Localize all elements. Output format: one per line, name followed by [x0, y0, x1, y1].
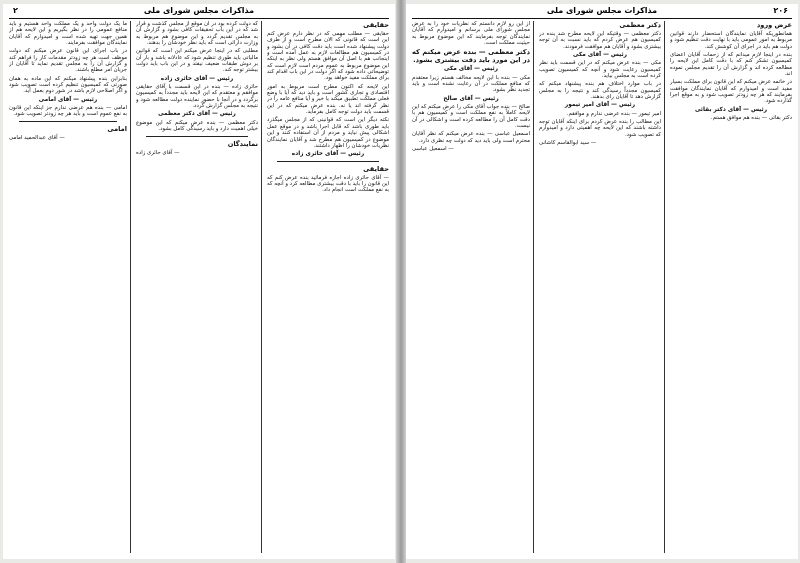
speaker-line: رئیس — آقای دکتر معظمی — [158, 111, 236, 118]
column-2 — [539, 21, 661, 553]
paragraph: حائری زاده — بنده در این قسمت با آقای حقایقی موافقم و معتقدم که این لایحه باید مجدداً به کمیسیون برگردد و در آنجا با حضور نماینده دولت مطالعه شود و نتیجه به مجلس گزارش گردد. — [136, 84, 258, 110]
paragraph: امامی — بنده هم عرضی ندارم جز اینکه این قانون به نفع عموم است و باید هر چه زودتر تصویب شود. — [9, 105, 127, 118]
page-header — [9, 6, 389, 19]
paragraph: در خاتمه عرض میکنم که این قانون برای مملکت بسیار مفید است و امیدوارم که آقایان نمایندگان موافقت بفرمایند که هر چه زودتر تصویب شود و به موقع اجرا گذارده شود. — [670, 79, 792, 105]
speaker-line: رئیس — آقای صالح — [443, 95, 499, 102]
column-1 — [670, 21, 792, 553]
columns — [9, 21, 389, 553]
speaker-line: رئیس — آقای دکتر بقائی — [694, 106, 768, 113]
column-rule — [130, 21, 131, 553]
column-2 — [136, 21, 258, 553]
column-3 — [9, 21, 127, 553]
paragraph: مطلبی که در اینجا عرض میکنم این است که قوانین مالیاتی باید طوری تنظیم شود که عادلانه باشد و بار آن بر دوش طبقات ضعیف نیفتد و در این باب باید دولت بیشتر توجه کند. — [136, 48, 258, 74]
column-rule — [533, 21, 534, 553]
paragraph: اسمعیل عباسی — بنده عرض میکنم که نظر آقایان محترم است ولی باید دید که دولت چه نظری دارد. — [412, 131, 530, 144]
paragraph: در باب اجرای این قانون عرض میکنم که دولت موظف است هر چه زودتر مقدمات کار را فراهم کند و گزارش آن را به مجلس تقدیم نماید تا آقایان از جریان امر مطلع باشند. — [9, 48, 127, 74]
paragraph: دکتر معظمی — بنده عرض میکنم که این موضوع خیلی اهمیت دارد و باید رسیدگی کامل بشود. — [136, 119, 258, 133]
right-page — [406, 4, 798, 559]
page-number: ۲ — [13, 6, 18, 15]
paragraph: مکی — بنده عرض میکنم که در این قسمت باید نظر کمیسیون رعایت شود و آنچه که کمیسیون تصویب کرده است به مجلس بیاید. — [539, 60, 661, 80]
paragraph: ما یک دولت واحد و یک مملکت واحد هستیم و باید منافع عمومی را در نظر بگیریم و این لایحه هم از همین جهت تهیه شده است و امیدوارم که آقایان نمایندگان موافقت بفرمایند. — [9, 21, 127, 47]
column-heading: عرض ورود — [756, 21, 792, 29]
section-divider — [19, 121, 117, 122]
page-number: ۲۰۶ — [773, 6, 788, 15]
speaker-line: رئیس — آقای مکی — [572, 52, 628, 59]
section-divider — [277, 161, 379, 162]
paragraph: — آقای حائری زاده اجازه فرمائید بنده عرض کنم که این قانون را باید با دقت بیشتری مطالعه کرد و آنچه که به نفع مملکت است انجام داد. — [267, 174, 389, 194]
signature-line: — اسمعیل عباسی — [412, 146, 454, 153]
section-heading: حقایقی — [363, 164, 389, 173]
column-heading: دکتر معظمی — [619, 21, 661, 29]
signature-line: — آقای حائری زاده — [136, 149, 180, 156]
speaker-line: دکتر معظمی — بنده عرض میکنم که در این مورد باید دقت بیشتری بشود. — [412, 48, 530, 65]
signature-line: — آقای عبدالحمید امامی — [9, 134, 65, 141]
section-heading: امامی — [107, 124, 127, 133]
column-rule — [261, 21, 262, 553]
column-3 — [412, 21, 530, 553]
columns — [412, 21, 792, 553]
binding-gutter — [396, 0, 406, 563]
speaker-line: رئیس — آقای حائری زاده — [291, 151, 365, 158]
paragraph: نکته دیگر این است که قوانینی که از مجلس میگذرد باید طوری باشد که قابل اجرا باشد و در موقع عمل اشکالی پیش نیاید و مردم از آن استفاده کنند و این موضوع در کمیسیون هم مطرح شد و آقایان نمایندگان نظریات خودشان را اظهار داشتند. — [267, 117, 389, 149]
paragraph: همانطوریکه آقایان نمایندگان استحضار دارند قوانین مربوط به امور عمومی باید با نهایت دقت تنظیم شود و دولت هم باید در اجرای آن کوشش کند. — [670, 31, 792, 50]
paragraph: از این رو لازم دانستم که نظریات خود را به عرض مجلس شورای ملی برسانم و امیدوارم که آقایان نمایندگان توجه بفرمایند که این موضوع مربوط به حیثیت مملکت است. — [412, 21, 530, 47]
page-header — [412, 6, 792, 19]
header-title: مذاکرات مجلس شورای ملی — [143, 6, 255, 15]
paragraph: این مطالب را بنده عرض کردم برای اینکه آقایان توجه داشته باشند که این لایحه چه اهمیتی دارد و امیدوارم که تصویب شود. — [539, 119, 661, 138]
paragraph: دکتر معظمی — وقتیکه این لایحه مطرح شد بنده در کمیسیون هم عرض کردم که باید نسبت به آن توجه بیشتری بشود و آقایان هم موافقت فرمودند. — [539, 31, 661, 50]
paragraph: مکی — بنده با این لایحه مخالف هستم زیرا معتقدم که منافع مملکت در آن رعایت نشده است و باید تجدید نظر بشود. — [412, 74, 530, 94]
paragraph: بنده در اینجا لازم میدانم که از زحمات آقایان اعضای کمیسیون تشکر کنم که با دقت کامل این لایحه را مطالعه کرده اند و گزارش آن را تقدیم مجلس نموده اند. — [670, 52, 792, 78]
speaker-line: رئیس — آقای مکی — [443, 66, 499, 73]
left-page — [3, 4, 395, 559]
paragraph: در باب موارد اختلاف هم بنده پیشنهاد میکنم که کمیسیون مجدداً رسیدگی کند و نتیجه را به مجلس گزارش دهد تا آقایان رای بدهند. — [539, 81, 661, 101]
header-title: مذاکرات مجلس شورای ملی — [546, 6, 658, 15]
paragraph: بنابراین بنده پیشنهاد میکنم که این ماده به همان صورتی که کمیسیون تنظیم کرده است تصویب شود و اگر اصلاحی لازم باشد در شور دوم بعمل آید. — [9, 75, 127, 95]
paragraph: که دولت کرده بود در آن موقع از مجلس گذشت و قرار شد که در این باب تحقیقات کافی بشود و گزارش آن به مجلس تقدیم گردد و این موضوع هم مربوط به وزارت دارائی است که باید نظر خودشان را بدهند. — [136, 21, 258, 47]
speaker-line: رئیس — آقای امامی — [38, 96, 98, 103]
paragraph: این لایحه که اکنون مطرح است مربوط به امور اقتصادی و تجاری کشور است و باید دید که آیا با وضع فعلی مملکت تطبیق میکند یا خیر و آیا منافع عامه را در نظر گرفته اند یا نه. بنده عرض میکنم که در این قسمت باید دولت توجه کامل بفرماید. — [267, 83, 389, 116]
section-heading: نمایندگان — [227, 139, 258, 148]
speaker-line: رئیس — آقای حائری زاده — [160, 75, 234, 82]
signature-line: — سید ابوالقاسم کاشانی — [539, 140, 597, 147]
section-divider — [146, 136, 248, 137]
column-heading: حقایقی — [363, 21, 389, 29]
column-rule — [664, 21, 665, 553]
paragraph: امیر تیمور — بنده عرضی ندارم و موافقم. — [566, 110, 661, 117]
paragraph: حقایقی — مطلب مهمی که در نظر دارم عرض کنم این است که قانونی که الان مطرح است و از طرف دولت پیشنهاد شده است باید دقت کافی در آن بشود و در کمیسیون هم مطالعات لازم به عمل آمده است و اینجانب هم با اصل آن موافق هستم ولی نظر به اینکه این موضوع مربوط به عموم مردم است لازم است که توضیحاتی داده شود که اگر دولت در این باب اقدام کند برای مملکت مفید خواهد بود. — [267, 31, 389, 82]
paragraph: دکتر بقائی — بنده هم موافق هستم. — [710, 115, 792, 122]
column-1 — [267, 21, 389, 553]
speaker-line: رئیس — آقای امیر تیمور — [564, 102, 636, 109]
paragraph: صالح — بنده جواب آقای مکی را عرض میکنم که این لایحه کاملاً به نفع مملکت است و کمیسیون هم با دقت کامل آن را مطالعه کرده است و اشکالی در آن نیست. — [412, 104, 530, 130]
